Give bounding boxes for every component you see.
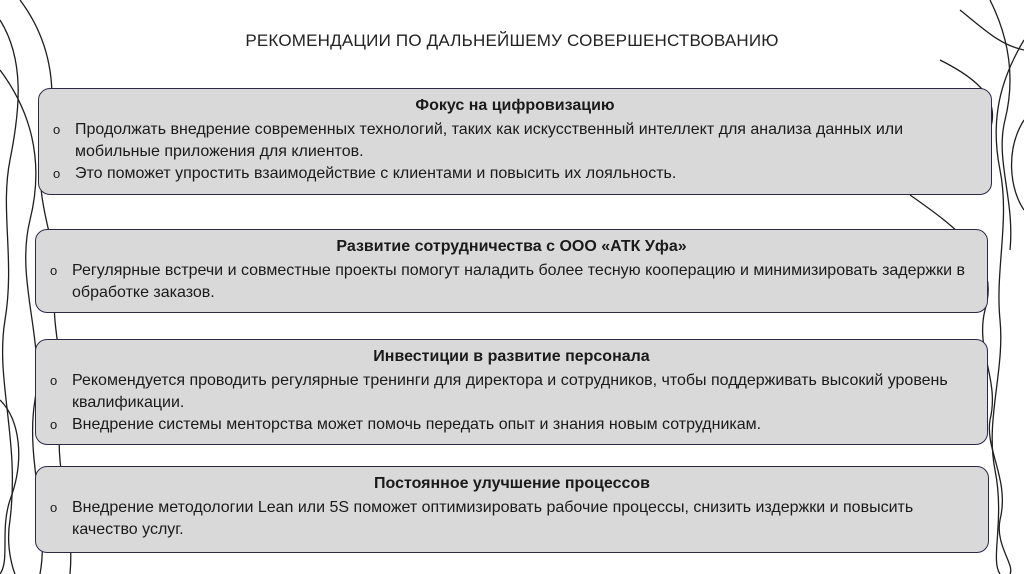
card-title: Инвестиции в развитие персонала — [373, 348, 650, 365]
bullet-text: Продолжать внедрение современных технологий, таких как искусственный интеллект для анализа данных или мобильные приложения для клиентов. — [75, 121, 904, 160]
slide-title: РЕКОМЕНДАЦИИ ПО ДАЛЬНЕЙШЕМУ СОВЕРШЕНСТВОВАНИЮ — [245, 31, 779, 50]
bullet-item — [50, 414, 973, 436]
bullet-circle-icon: o — [50, 417, 58, 432]
bullet-circle-icon: o — [50, 373, 58, 388]
bullet-item — [50, 497, 974, 541]
bullet-text: Внедрение методологии Lean или 5S поможет оптимизировать рабочие процессы, снизить издержки и повысить качество услуг. — [72, 499, 914, 538]
recommendation-card-personnel — [35, 339, 988, 445]
bullet-circle-icon: o — [53, 166, 61, 181]
recommendation-card-cooperation — [35, 229, 988, 313]
bullet-text: Внедрение системы менторства может помочь передать опыт и знания новым сотрудникам. — [72, 416, 762, 433]
bullet-text: Регулярные встречи и совместные проекты помогут наладить более тесную кооперацию и минимизировать задержки в обработке заказов. — [72, 262, 966, 301]
bullet-circle-icon: o — [50, 500, 58, 515]
card-title: Фокус на цифровизацию — [415, 97, 615, 114]
bullet-circle-icon: o — [53, 122, 61, 137]
bullet-item — [50, 370, 973, 414]
recommendation-card-process-improvement — [35, 466, 989, 553]
bullet-item — [50, 260, 973, 304]
bullet-item — [53, 163, 977, 185]
bullet-circle-icon: o — [50, 263, 58, 278]
card-title: Развитие сотрудничества с ООО «АТК Уфа» — [336, 238, 687, 255]
card-title: Постоянное улучшение процессов — [374, 475, 650, 492]
recommendation-card-digitalization — [38, 88, 992, 195]
bullet-text: Рекомендуется проводить регулярные тренинги для директора и сотрудников, чтобы поддерживать высокий уровень квалификации. — [72, 372, 948, 411]
bullet-item — [53, 119, 977, 163]
bullet-text: Это поможет упростить взаимодействие с клиентами и повысить их лояльность. — [75, 165, 677, 182]
